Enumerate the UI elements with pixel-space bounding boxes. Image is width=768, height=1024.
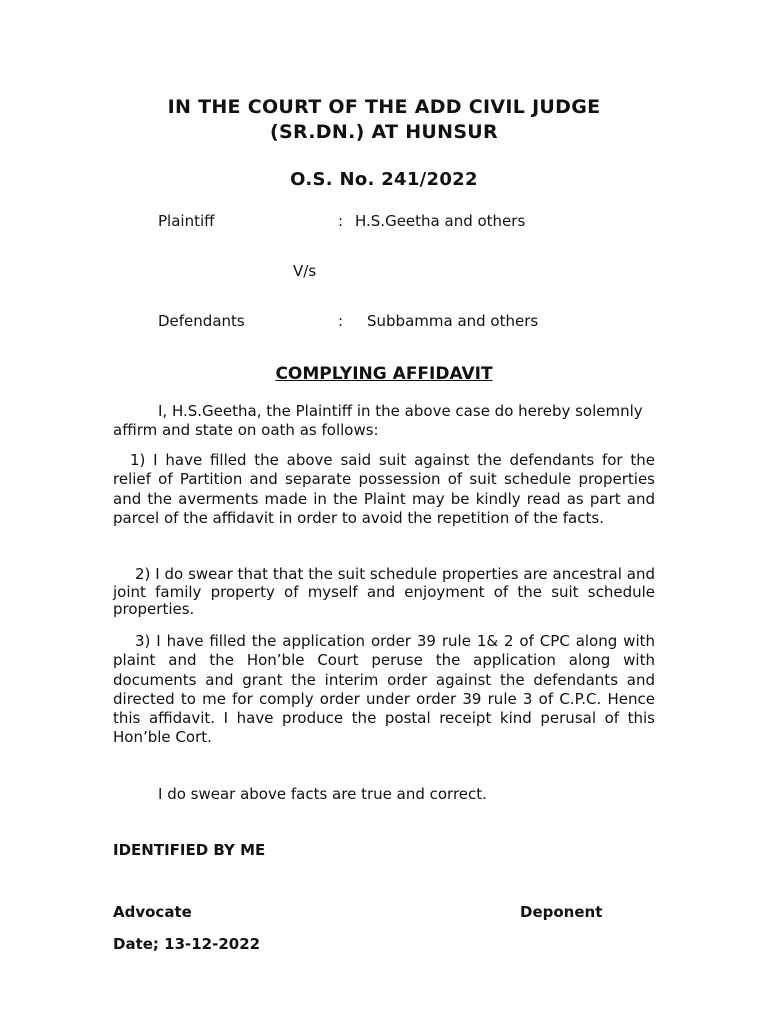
defendants-label: Defendants: [158, 312, 245, 330]
plaintiff-label: Plaintiff: [158, 212, 215, 230]
versus: V/s: [293, 262, 317, 280]
plaintiff-name: H.S.Geetha and others: [355, 212, 526, 230]
court-heading-line2: (SR.DN.) AT HUNSUR: [270, 121, 498, 143]
oath-statement: I do swear above facts are true and correct.: [158, 785, 487, 803]
paragraph-2: 2) I do swear that that the suit schedule properties are ancestral and joint family property of myself and enjoyment of the suit schedule properties.: [113, 565, 655, 618]
advocate-label: Advocate: [113, 903, 192, 921]
paragraph-3: 3) I have filled the application order 39 rule 1& 2 of CPC along with plaint and the Hon’ble Court peruse the application along with documents and grant the interim order against the defendants and directed to me for comply order under order 39 rule 3 of C.P.C. Hence this affidavit. I have produce the postal receipt kind perusal of this Hon’ble Cort.: [113, 632, 655, 747]
court-heading-line1: IN THE COURT OF THE ADD CIVIL JUDGE: [167, 96, 601, 118]
deponent-label: Deponent: [520, 903, 603, 921]
defendants-colon: :: [338, 312, 344, 330]
plaintiff-colon: :: [338, 212, 344, 230]
affidavit-title: COMPLYING AFFIDAVIT: [275, 364, 493, 384]
intro-paragraph: I, H.S.Geetha, the Plaintiff in the above case do hereby solemnly affirm and state on oath as follows:: [113, 402, 643, 440]
paragraph-1: 1) I have filled the above said suit against the defendants for the relief of Partition and separate possession of suit schedule properties and the averments made in the Plaint may be kindly read as part and parcel of the affidavit in order to avoid the repetition of the facts.: [113, 451, 655, 527]
identified-by: IDENTIFIED BY ME: [113, 841, 266, 859]
case-number: O.S. No. 241/2022: [290, 169, 478, 190]
date-line: Date; 13-12-2022: [113, 935, 261, 953]
defendants-name: Subbamma and others: [367, 312, 539, 330]
